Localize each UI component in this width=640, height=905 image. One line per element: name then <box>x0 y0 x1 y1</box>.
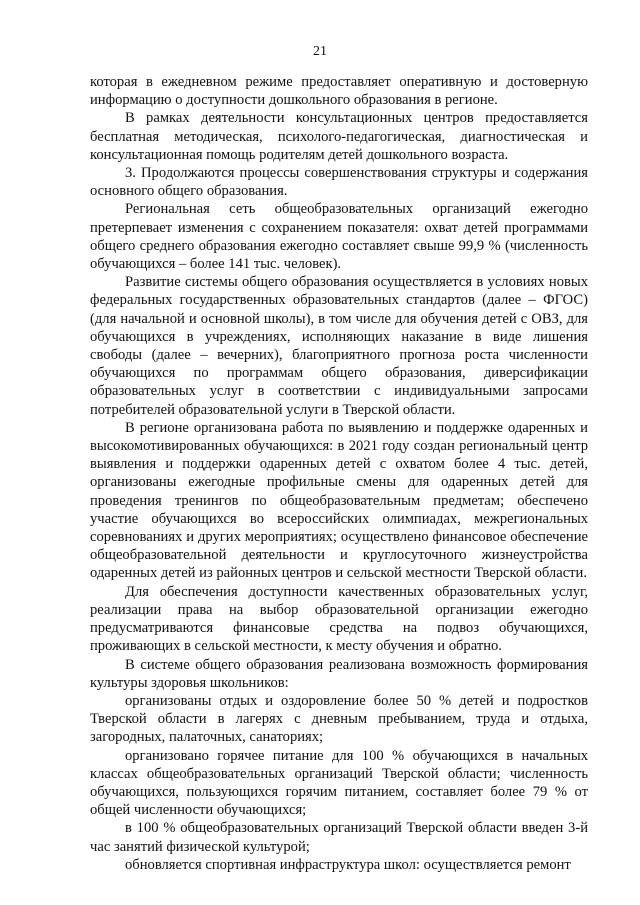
document-body <box>90 73 588 874</box>
paragraph-9: организованы отдых и оздоровление более 50 % детей и подростков Тверской области в лагерях с дневным пребыванием, труда и отдыха, загородных, палаточных, санаториях; <box>90 692 588 746</box>
paragraph-11: в 100 % общеобразовательных организаций Тверской области введен 3-й час занятий физической культурой; <box>90 820 588 855</box>
paragraph-5: Развитие системы общего образования осуществляется в условиях новых федеральных государственных образовательных стандартов (далее – ФГОС) (для начальной и основной школы), в том числе для обучения детей с ОВЗ, для обучающихся в учреждениях, исполняющих наказание в виде лишения свободы (далее – вечерних), благоприятного прогноза роста численности обучающихся по программам общего образования, диверсификации образовательных услуг в соответствии с индивидуальными запросами потребителей образовательной услуги в Тверской области. <box>90 274 588 418</box>
paragraph-8: В системе общего образования реализована возможность формирования культуры здоровья школьников: <box>90 656 588 691</box>
paragraph-4: Региональная сеть общеобразовательных организаций ежегодно претерпевает изменения с сохранением показателя: охват детей программами общего среднего образования ежегодно составляет свыше 99,9 % (численность обучающихся – более 141 тыс. человек). <box>90 201 588 273</box>
paragraph-2: В рамках деятельности консультационных центров предоставляется бесплатная методическая, психолого-педагогическая, диагностическая и консультационная помощь родителям детей дошкольного возраста. <box>90 110 588 163</box>
paragraph-12: обновляется спортивная инфраструктура школ: осуществляется ремонт <box>125 856 571 873</box>
paragraph-1: которая в ежедневном режиме предоставляет оперативную и достоверную информацию о доступности дошкольного образования в регионе. <box>90 74 588 109</box>
paragraph-7: Для обеспечения доступности качественных образовательных услуг, реализации права на выбор образовательной организации ежегодно предусматриваются финансовые средства на подвоз обучающихся, проживающих в сельской местности, к месту обучения и обратно. <box>90 583 588 655</box>
paragraph-10: организовано горячее питание для 100 % обучающихся в начальных классах общеобразовательных организаций Тверской области; численность обучающихся, пользующихся горячим питанием, составляет более 79 % от общей численности обучающихся; <box>90 747 588 819</box>
page-number: 21 <box>313 44 327 59</box>
paragraph-6: В регионе организована работа по выявлению и поддержке одаренных и высокомотивированных обучающихся: в 2021 году создан региональный центр выявления и поддержки одаренных детей с охватом более 4 тыс. детей, организованы ежегодные профильные смены для одаренных детей для проведения тренингов по общеобразовательным предметам; обеспечено участие обучающихся во всероссийских олимпиадах, межрегиональных соревнованиях и других мероприятиях; осуществлено финансовое обеспечение общеобразовательной деятельности и круглосуточного жизнеустройства одаренных детей из районных центров и сельской местности Тверской области. <box>90 419 588 582</box>
paragraph-3: 3. Продолжаются процессы совершенствования структуры и содержания основного общего образования. <box>90 165 588 200</box>
